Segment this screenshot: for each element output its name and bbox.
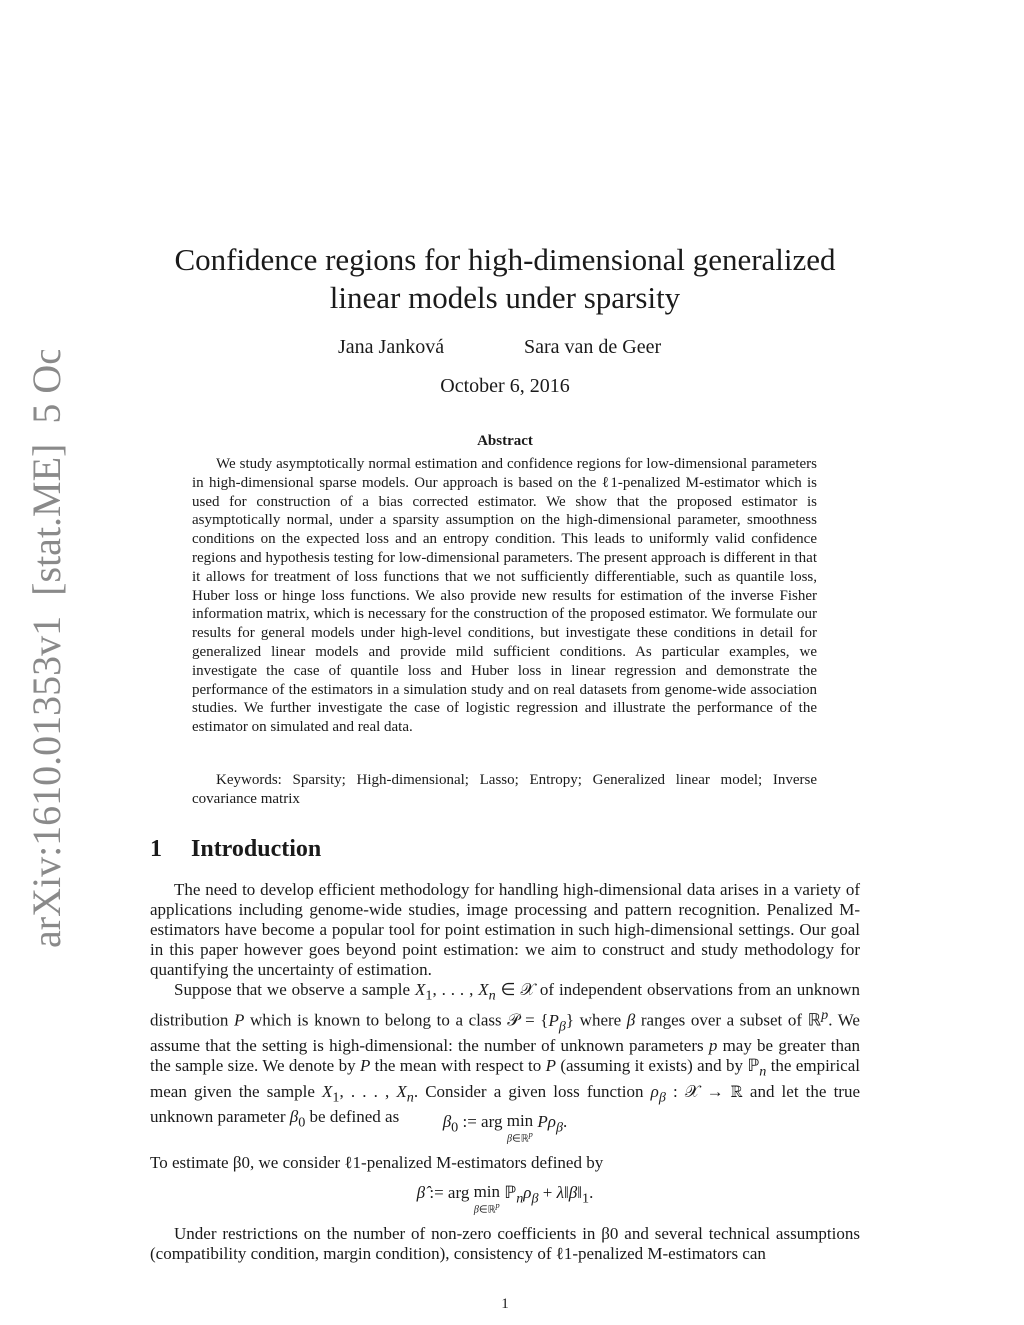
equation-beta0: $\beta_0$ := arg min β∈ℝ$^p$ $P\rho_\beta$. (442, 1111, 568, 1145)
author-2: Sara van de Geer (524, 336, 662, 358)
intro-paragraph-2: Suppose that we observe a sample $X_1$, . . . , $X_n$ ∈ 𝒳 of independent observations from an unknown distribution P which is known to belong to a class 𝒫 = $\{P_\beta\}$ where β ranges over a subset of ℝ$^p$. We assume that the setting is high-dimensional: the number of unknown parameters p may be greater than the sample size. We denote by P the mean with respect to P (assuming it exists) and by ℙ$_n$ the empirical mean given the sample $X_1$, . . . , $X_n$. Consider a given loss function $\rho_\beta$ : 𝒳 → ℝ and let the true unknown parameter $\beta_0$ be defined as (150, 980, 861, 1131)
section-heading (150, 836, 321, 863)
intro-paragraph-1: The need to develop efficient methodology for handling high-dimensional data arises in a variety of applications including genome-wide studies, image processing and pattern recognition. Penalized M-estimators have become a popular tool for point estimation in such high-dimensional settings. Our goal in this paper however goes beyond point estimation: we aim to construct and study methodology for quantifying the uncertainty of estimation. (150, 880, 860, 979)
arxiv-stamp (12, 350, 72, 950)
intro-paragraph-3: To estimate β0, we consider ℓ1-penalized M-estimators defined by (150, 1153, 604, 1172)
paper-date: October 6, 2016 (440, 375, 570, 397)
section-title: Introduction (191, 836, 322, 862)
arxiv-stamp-text: arXiv:1610.01353v1 [stat.ME] 5 Oct 2016 (24, 350, 69, 948)
keywords: Keywords: Sparsity; High-dimensional; Lasso; Entropy; Generalized linear model; Inverse covariance matrix (192, 772, 817, 807)
intro-paragraph-4: Under restrictions on the number of non-zero coefficients in β0 and several technical assumptions (compatibility condition, margin condition), consistency of ℓ1-penalized M-estimators can (150, 1224, 860, 1263)
section-number: 1 (150, 836, 162, 862)
page-number: 1 (501, 1296, 509, 1312)
equation-beta-hat: β̂ := arg min β∈ℝ$^p$ $ℙ_n\rho_\beta$ + $\lambda‖\beta‖_1$. (416, 1182, 594, 1216)
author-1: Jana Janková (338, 336, 445, 358)
abstract-heading: Abstract (477, 433, 533, 449)
abstract-body: We study asymptotically normal estimation and confidence regions for low-dimensional parameters in high-dimensional sparse models. Our approach is based on the ℓ1-penalized M-estimator which is used for construction of a bias corrected estimator. We show that the proposed estimator is asymptotically normal, under a sparsity assumption on the high-dimensional parameter, smoothness conditions on the expected loss and an entropy condition. This leads to uniformly valid confidence regions and hypothesis testing for low-dimensional parameters. The present approach is different in that it allows for treatment of loss functions that we not sufficiently differentiable, such as quantile loss, Huber loss or hinge loss functions. We also provide new results for estimation of the inverse Fisher information matrix, which is necessary for the construction of the proposed estimator. We formulate our results for general models under high-level conditions, but investigate these conditions in detail for generalized linear models and provide mild sufficient conditions. As particular examples, we investigate the case of quantile loss and Huber loss in linear regression and demonstrate the performance of the estimators in a simulation study and on real datasets from genome-wide association studies. We further investigate the case of logistic regression and illustrate the performance of the estimator on simulated and real data. (192, 456, 817, 736)
paper-title: Confidence regions for high-dimensional generalized linear models under sparsity (174, 242, 836, 315)
